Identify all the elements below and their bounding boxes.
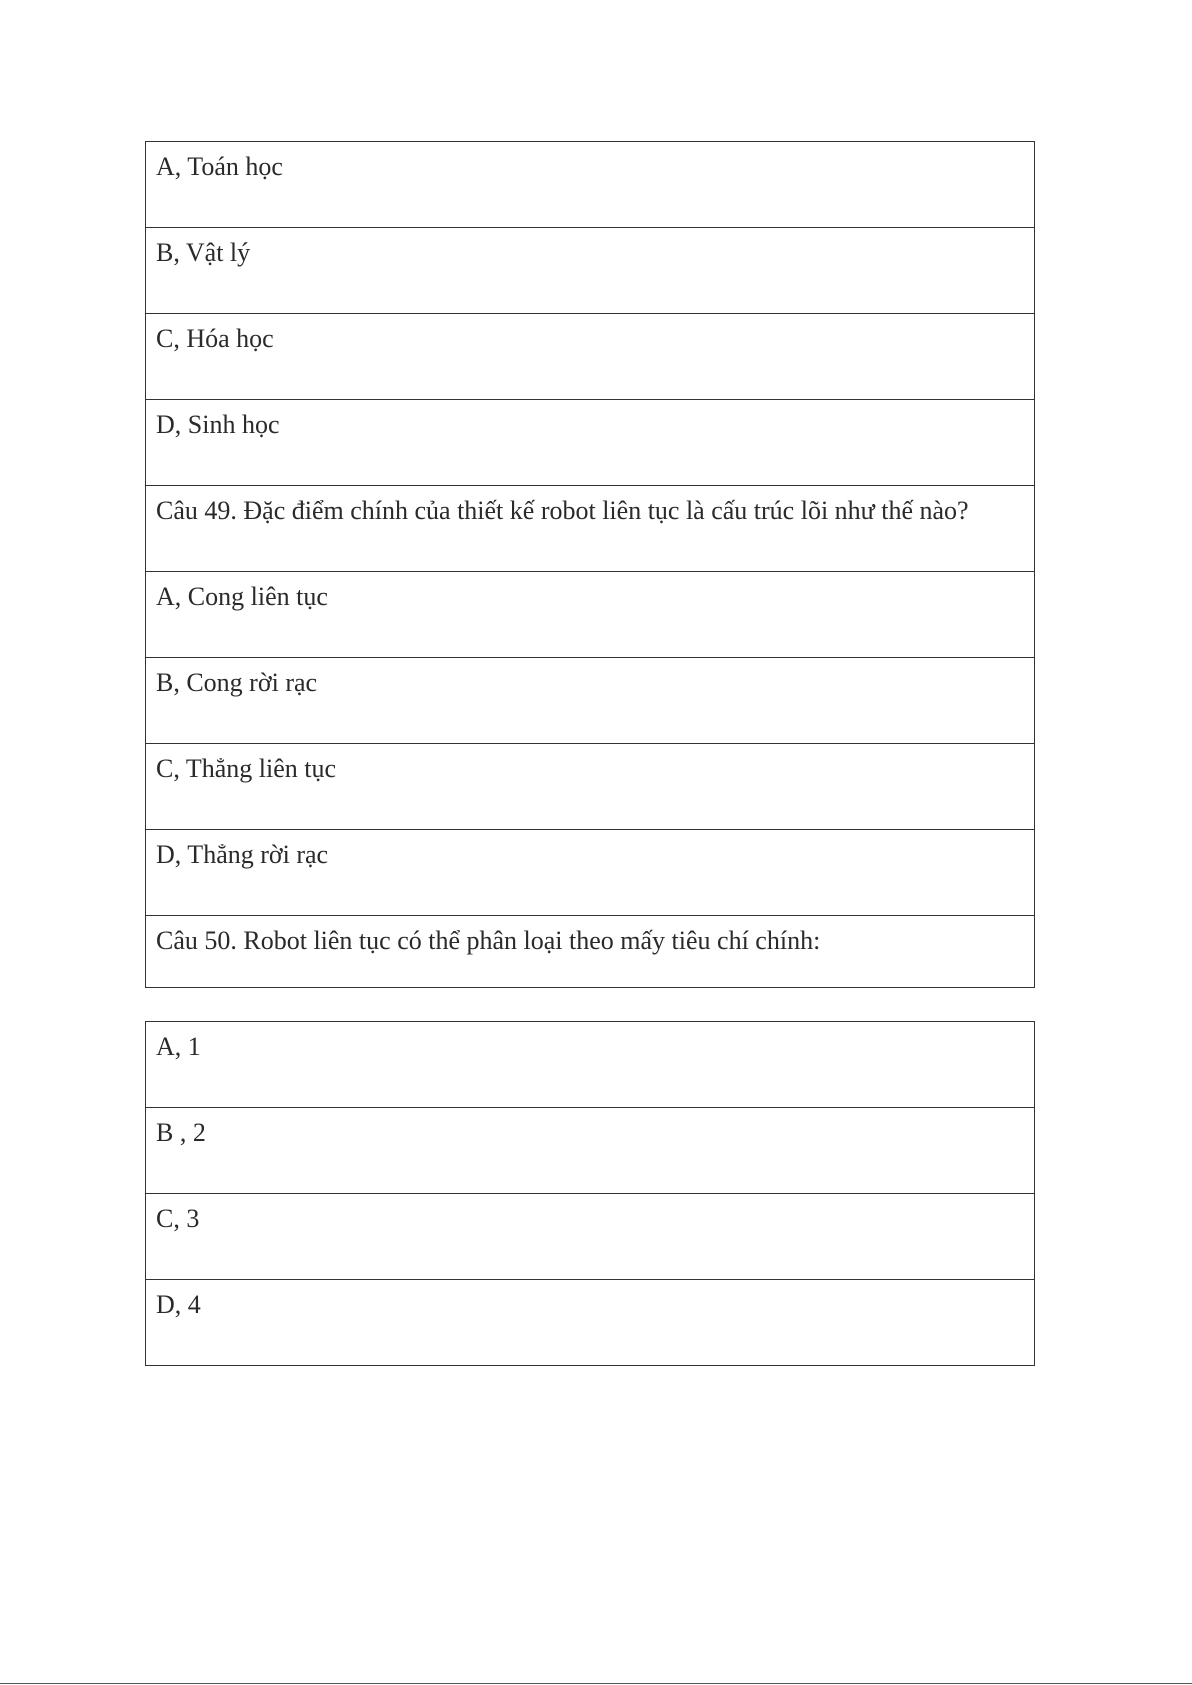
option-row-d-4: D, 4 [146,1280,1034,1366]
option-row-d-thang-roi-rac: D, Thẳng rời rạc [146,830,1034,916]
option-row-b-2: B , 2 [146,1108,1034,1194]
option-row-c-thang-lien-tuc: C, Thẳng liên tục [146,744,1034,830]
page-bottom-rule [0,1683,1192,1684]
option-row-d-sinh-hoc: D, Sinh học [146,400,1034,486]
option-row-b-cong-roi-rac: B, Cong rời rạc [146,658,1034,744]
option-row-a-1: A, 1 [146,1022,1034,1108]
question-49: Câu 49. Đặc điểm chính của thiết kế robot liên tục là cấu trúc lõi như thế nào? [146,486,1034,572]
question-table-1 [145,141,1035,988]
option-row-a-cong-lien-tuc: A, Cong liên tục [146,572,1034,658]
option-row-a-toan-hoc: A, Toán học [146,142,1034,228]
question-table-2 [145,1021,1035,1366]
option-row-c-hoa-hoc: C, Hóa học [146,314,1034,400]
option-row-c-3: C, 3 [146,1194,1034,1280]
question-50: Câu 50. Robot liên tục có thể phân loại theo mấy tiêu chí chính: [146,916,1034,988]
option-row-b-vat-ly: B, Vật lý [146,228,1034,314]
